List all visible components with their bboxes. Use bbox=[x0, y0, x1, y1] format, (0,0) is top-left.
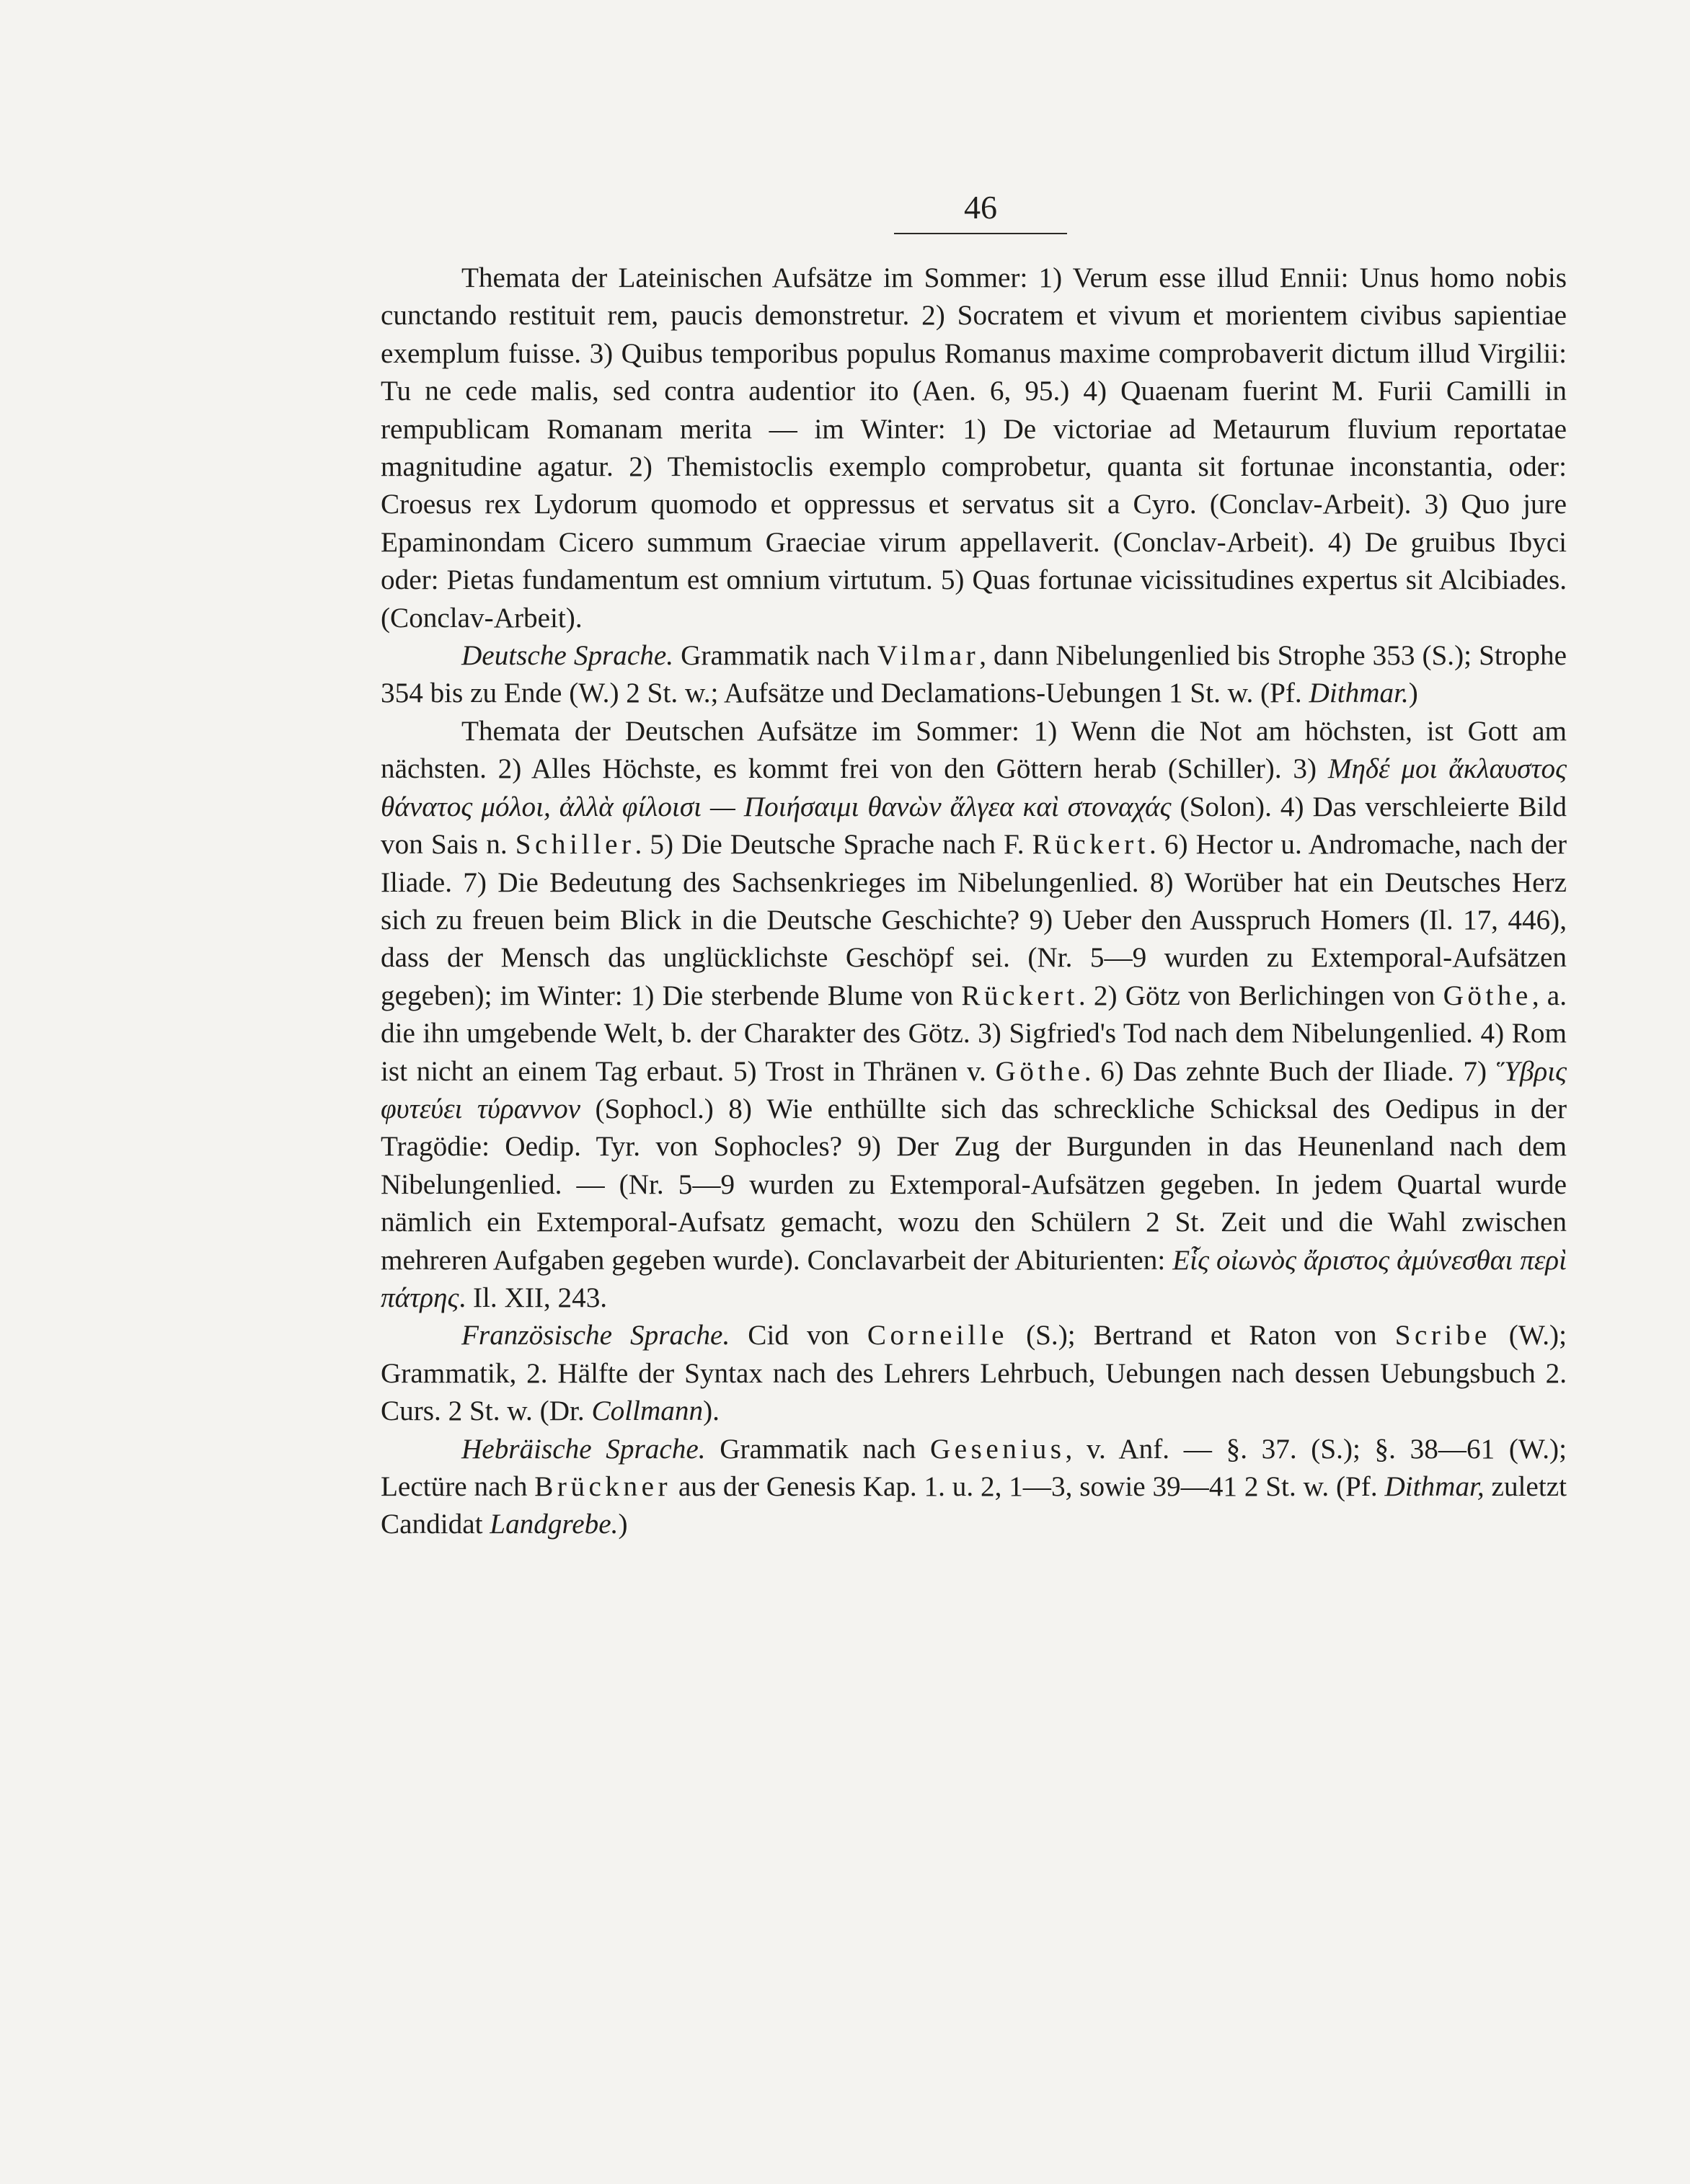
page-number-rule bbox=[894, 233, 1067, 234]
text-span: . 6) Hector u. Andromache, nach der Iliade. 7) Die Bedeutung des Sachsenkrieges im Nibelungenlied. 8) Worüber hat ein Deutsches Herz sich zu freuen beim Blick in die Deutsche Geschichte? 9) Ueber den Ausspruch Homers (Il. 17, 446), dass der Mensch das unglücklichste Geschöpf sei. (Nr. 5—9 wurden zu Extemporal-Aufsätzen gegeben); im Winter: 1) Die sterbende Blume von bbox=[381, 829, 1567, 1011]
text-span: . 2) Götz von Berlichingen von bbox=[1078, 980, 1443, 1011]
text-span: zuletzt Candidat bbox=[381, 1471, 1567, 1540]
text-span: ). bbox=[703, 1395, 720, 1427]
heading-franzoesische-sprache: Französische Sprache. bbox=[461, 1320, 730, 1351]
text-span: Cid von bbox=[730, 1320, 867, 1351]
teacher-name: Collmann bbox=[591, 1395, 704, 1427]
text-span: (Solon). 4) Das verschleierte Bild von Sais n. bbox=[381, 791, 1567, 861]
teacher-name: Dithmar. bbox=[1309, 678, 1409, 709]
greek-quote-sophocles: Ὕβρις φυτεύει τύραννον bbox=[381, 1055, 1567, 1124]
text-span: , v. Anf. — §. 37. (S.); §. 38—61 (W.); Lectüre nach bbox=[381, 1433, 1567, 1502]
text-span: , a. die ihn umgebende Welt, b. der Charakter des Götz. 3) Sigfried's Tod nach dem Nibelungenlied. 4) Rom ist nicht an einem Tag erbaut. 5) Trost in Thränen v. bbox=[381, 980, 1567, 1087]
heading-hebraeische-sprache: Hebräische Sprache. bbox=[461, 1433, 706, 1465]
text-span: Grammatik nach bbox=[705, 1433, 930, 1465]
teacher-name: Landgrebe. bbox=[490, 1509, 619, 1540]
main-text bbox=[381, 259, 1567, 1544]
text-span: ) bbox=[618, 1509, 628, 1540]
text-span: Grammatik nach bbox=[673, 640, 877, 672]
text-span: Themata der Deutschen Aufsätze im Sommer: 1) Wenn die Not am höchsten, ist Gott am nächsten. 2) Alles Höchste, es kommt frei von den Göttern herab (Schiller). 3) bbox=[381, 715, 1567, 785]
page-number: 46 bbox=[964, 189, 997, 226]
text-span: ) bbox=[1408, 678, 1418, 709]
paragraph-hebraeische-sprache bbox=[381, 1431, 1567, 1544]
author-name: Corneille bbox=[867, 1320, 1009, 1351]
text-span: , dann Nibelungenlied bis Strophe 353 (S.); Strophe 354 bis zu Ende (W.) 2 St. w.; Aufsätze und Declamations-Uebungen 1 St. w. (Pf. bbox=[381, 640, 1567, 709]
paragraph-franzoesische-sprache bbox=[381, 1317, 1567, 1430]
author-name: Rückert bbox=[961, 980, 1079, 1011]
text-span: (Sophocl.) 8) Wie enthüllte sich das schreckliche Schicksal des Oedipus in der Tragödie: Oedip. Tyr. von Sophocles? 9) Der Zug der Burgunden in das Heunenland nach dem Nibelungenlied. — (Nr. 5—9 wurden zu Extemporal-Aufsätzen gegeben. In jedem Quartal wurde nämlich ein Extemporal-Aufsatz gemacht, wozu den Schülern 2 St. Zeit und die Wahl zwischen mehreren Aufgaben gegeben wurde). Conclavarbeit der Abiturienten: bbox=[381, 1093, 1567, 1276]
author-name: Vilmar bbox=[877, 640, 980, 672]
paragraph-latin-themes bbox=[381, 259, 1567, 637]
author-name: Scribe bbox=[1394, 1320, 1491, 1351]
author-name: Brückner bbox=[534, 1471, 671, 1502]
text-span: aus der Genesis Kap. 1. u. 2, 1—3, sowie 39—41 2 St. w. (Pf. bbox=[671, 1471, 1385, 1502]
teacher-name: Dithmar, bbox=[1384, 1471, 1485, 1502]
author-name: Schiller bbox=[515, 829, 635, 861]
author-name: Göthe bbox=[995, 1055, 1084, 1087]
text-span: . 5) Die Deutsche Sprache nach F. bbox=[634, 829, 1032, 861]
text-span: . Il. XII, 243. bbox=[459, 1282, 608, 1313]
author-name: Rückert bbox=[1032, 829, 1150, 861]
greek-quote-solon: Μηδέ μοι ἄκλαυστος θάνατος μόλοι, ἀλλὰ φίλοισι — Ποιήσαιμι θανὼν ἄλγεα καὶ στοναχάς bbox=[381, 753, 1567, 822]
heading-deutsche-sprache: Deutsche Sprache. bbox=[461, 640, 674, 672]
greek-quote-iliad: Εἷς οἰωνὸς ἄριστος ἀμύνεσθαι περὶ πάτρης bbox=[381, 1244, 1567, 1313]
paragraph-german-themes bbox=[381, 713, 1567, 1318]
latin-themes-text: Themata der Lateinischen Aufsätze im Sommer: 1) Verum esse illud Ennii: Unus homo nobis cunctando restituit rem, paucis demonstretur. 2) Socratem et vivum et morientem civibus sapientiae exemplum fuisse. 3) Quibus temporibus populus Romanus maxime comprobaverit dictum illud Virgilii: Tu ne cede malis, sed contra audentior ito (Aen. 6, 95.) 4) Quaenam fuerint M. Furii Camilli in rempublicam Romanam merita — im Winter: 1) De victoriae ad Metaurum fluvium reportatae magnitudine agatur. 2) Themistoclis exemplo comprobetur, quanta sit fortunae inconstantia, oder: Croesus rex Lydorum quomodo et oppressus et servatus sit a Cyro. (Conclav-Arbeit). 3) Quo jure Epaminondam Cicero summum Graeciae virum appellaverit. (Conclav-Arbeit). 4) De gruibus Ibyci oder: Pietas fundamentum est omnium virtutum. 5) Quas fortunae vicissitudines expertus sit Alcibiades. (Conclav-Arbeit). bbox=[381, 262, 1567, 634]
text-span: . 6) Das zehnte Buch der Iliade. 7) bbox=[1084, 1055, 1496, 1087]
text-span: (S.); Bertrand et Raton von bbox=[1008, 1320, 1395, 1351]
author-name: Göthe bbox=[1443, 980, 1532, 1011]
paragraph-deutsche-sprache bbox=[381, 637, 1567, 713]
text-span: (W.); Grammatik, 2. Hälfte der Syntax nach des Lehrers Lehrbuch, Uebungen nach dessen Uebungsbuch 2. Curs. 2 St. w. (Dr. bbox=[381, 1320, 1567, 1427]
author-name: Gesenius bbox=[929, 1433, 1066, 1465]
